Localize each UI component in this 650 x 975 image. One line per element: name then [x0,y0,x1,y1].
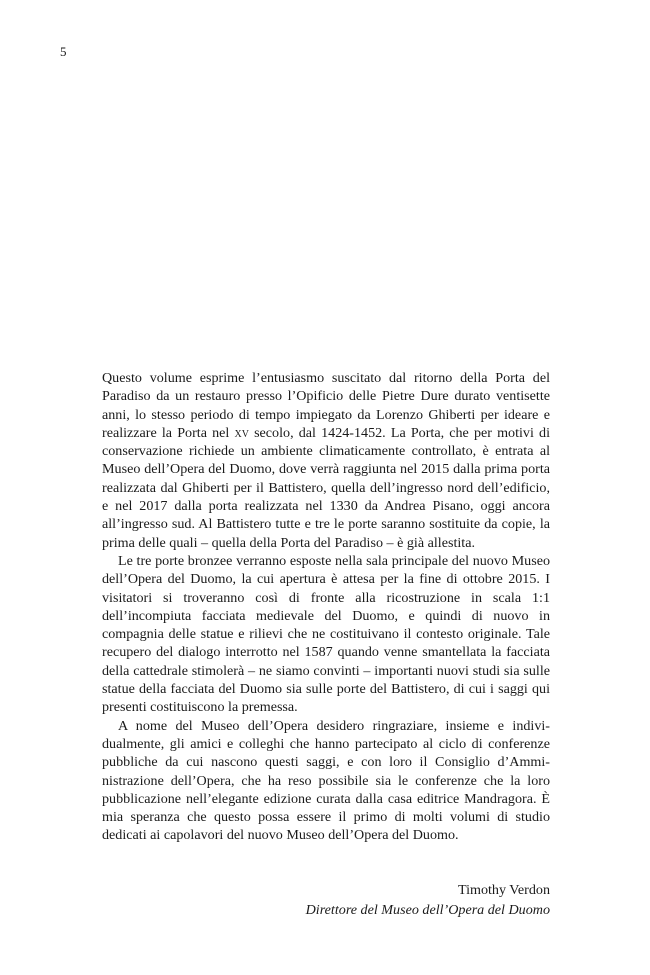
body-text [102,369,550,845]
paragraph-2: Le tre porte bronzee verranno esposte nella sala principale del nuovo Museo dell’Opera del Duomo, la cui apertura è attesa per la fine di ottobre 2015. I visitatori si troveranno così di fronte alla ricostruzione in scala 1:1 dell’incompiuta facciata medievale del Duomo, e quindi di nuovo in compagnia delle statue e rilievi che ne costituivano il contesto originale. Tale recupero del dialogo interrotto nel 1587 quando venne smantellata la facciata della cattedrale stimolerà – ne siamo convinti – importanti nuovi studi sia sulle statue della facciata del Duomo sia sulle porte del Battistero, di cui i saggi qui presenti costituiscono la premessa. [102,552,550,716]
paragraph-1 [102,369,550,552]
page-number: 5 [60,44,67,59]
signature-title: Direttore del Museo dell’Opera del Duomo [305,902,550,918]
signature-name: Timothy Verdon [457,882,550,898]
paragraph-1-text-end: secolo, dal 1424-1452. La Porta, che per motivi di conservazione richiede un ambiente climaticamente controllato, è entrata al Museo dell’Opera del Duomo, dove verrà raggiunta nel 2015 dalla prima porta realizzata dal Ghiberti per il Battistero, quella dell’ingresso nord dell’edificio, e nel 2017 dalla porta realizzata nel 1330 da Andrea Pisano, oggi ancora all’ingresso sud. Al Battistero tutte e tre le porte saranno sostituite da copie, la prima delle quali – quella della Porta del Paradiso – è già allestita. [102,424,550,551]
paragraph-3: A nome del Museo dell’Opera desidero ringraziare, insieme e individualmente, gli amici e colleghi che hanno partecipato al ciclo di conferenze pubbliche da cui nascono questi saggi, e con loro il Consiglio d’Amministrazione dell’Opera, che ha reso possibile sia le conferenze che la loro pubblicazione nell’elegante edizione curata dalla casa editrice Mandragora. È mia speranza che questo possa essere il primo di molti volumi di studio dedicati ai capolavori del nuovo Museo dell’Opera del Duomo. [102,717,550,844]
signature-block [306,880,550,920]
century-numeral: xv [234,424,249,441]
paragraph-1-text-start: Questo volume esprime l’entusiasmo suscitato dal ritorno della Porta del Paradiso da un restauro presso l’Opificio delle Pietre Dure durato ventisette anni, lo stesso periodo di tempo impiegato da Lorenzo Ghiberti per ideare e realizzare la Porta nel [102,370,550,441]
